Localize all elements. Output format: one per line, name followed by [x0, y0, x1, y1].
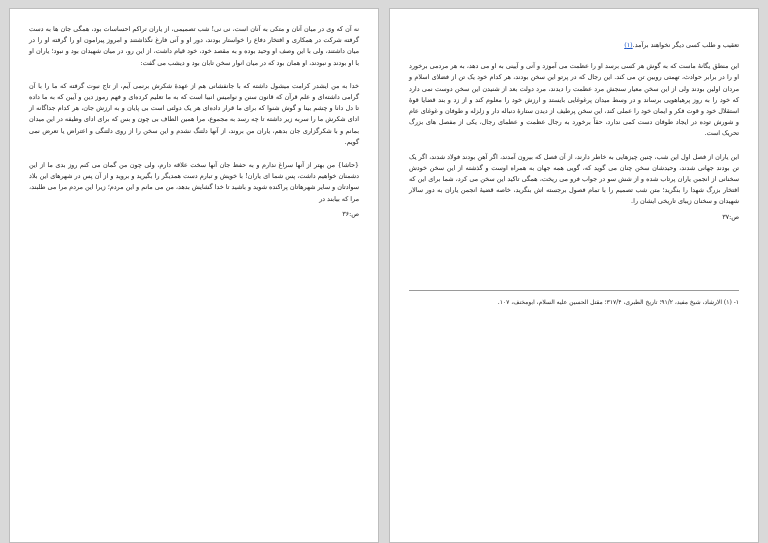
right-page: [389, 8, 759, 543]
paragraph: نه آن که وی در میان آنان و متکی به آنان است، نی نی! شب تصمیمی، از یاران تراکم احساسات بود، همگی جان ها به دست گرفته شرکت در همکاری و افتخار دفاع را خواستار بودند، دور او و آنی فارغ نگذاشتند و امروز پیرامون او را گرفته او را در میان داشتند، ولی با این وصف او وحید بوده و به مقصد خود، خود قیام داشت، از این رو، در میان شهیدان بود و نبود؛ یاران او با او بودند و نبودند، او همان بود که در میان انوار سخن تابان بود و دیشب می گفت:: [29, 25, 359, 67]
left-page-text: [29, 24, 359, 220]
footnote-link[interactable]: (۱): [624, 41, 633, 49]
heading-line: [409, 40, 739, 51]
paragraph: {حاشا} من بهتر از آنها سراغ ندارم و به حفظ جان آنها سخت علاقه دارم، ولی چون من گمان می کنم روز بدی ما از این دشمنان خواهیم داشت، پس شما ای یاران! با خویش و تبارم دست همدیگر را بگیرید و بروید و از آن پس در شهرهای این بلاد سوادتان و سایر شهرهاتان پراکنده شوید و باشید تا خدا گشایش بدهد، من می مانم و این مردم؛ زیرا این مردم مرا می طلبند، مرا که بیابند در: [29, 161, 359, 203]
paragraph: خدا به من ایشدر کرامت میشول داشته که با جانفشانی هم از عهدهٔ شکرش برنمی آیم، از تاج نبوت گرفته که ما را با آن گرامی داشته‌ای و علم قرآن که قانون سنن و نوامیس انبیا است که به ما تعلیم کرده‌ای و فهم رموز دین و آیین که به ما داده تا دل دانا و چشم بینا و گوش شنوا که برای ما قرار داده‌ای هر یک دولتی است بی پایان و به ارزش جان، هر کدام جداگانه از ادای شکرش ما را سربه زیر داشته تا چه رسد به مجموع، مرا همین الطاف بی چون و بس که برای ادای وظیفه در این میدان بمانم و با شکرگزاری جان بدهم، یاران من بروند، از آنها دلتنگ نشدم و این سخن را از روی دلتنگی و اعتراض یا تعرض نمی گویم.: [29, 81, 359, 146]
footnote-divider: [409, 290, 739, 291]
paragraph: این یاران از فصل اول این شب، چنین چیزهایی به خاطر دارند، از آن فصل که بیرون آمدند، اگر آهن بودند فولاد شدند، اگر یک تن بودند جهانی شدند، وحیدشان سخن چنان می گوید که، گویی همه جهان به همراه اوست و گذشته از این سخن خودش سخنانی از انجمن یاران پرتاب شده و از شش سو در جواب فرو می ریخت، همگی تاکید این سخن می کرد، شما برای این که افتخار بزرگ شهدا را بنگرید؛ متن شب تصمیم را با تمام فصول برجسته اش بنگرید، خاصه قضیهٔ انجمن یاران به دور سالار شهیدان و سخنان زیبای تاریخی ایشان را.: [409, 152, 739, 206]
left-page: [9, 8, 379, 543]
right-page-text: [409, 40, 739, 223]
page-number: ص:۳۷: [722, 212, 739, 221]
footnote: ۱- (۱) الارشاد، شیخ مفید، ۹۱/۲؛ تاریخ الطبری، ۳۱۷/۴؛ مقتل الحسین علیه السلام، ابومخنف، ۱۰۷.: [497, 299, 739, 306]
paragraph: این منطق یگانهٔ ماست که به گوش هر کسی برسد او را عظمت می آموزد و آنی و آیینی به او می دهد، به هر مردمی برخورد او را در برابر حوادث، تهمتی روبین تن می کند. این رجال که در پرتو این سخن بودند، هر کدام خود یک تن از فضلای اسلام و مردان اولین بودند ولی از این سخن معیار سنجش مرد عظمت را دیدند، مرد دولت بعد از شنیدن این سخن دوست نمی دارد که خود را به روز پرهیاهویی برساند و در وسط میدان پرغوغایی بایستد و ارزش خود را معلوم کند و از زد و بند قضایا قوهٔ استقلال خود و قوت فکر و ایمان خود را عملی کند، این سخن پرطیف از دیدن ستارهٔ دنباله دار و زلزله و طوفان و غوغای عام و شورش توده در ایجاد طوفان دست کمی ندارد، حقاً برخورد به رجال عظمت و عظمای رجال، یکی از مفصل های بزرگ تحریک است.: [409, 62, 739, 138]
page-number: ص:۳۶: [342, 209, 359, 218]
heading-text: تعقیب و طلب کسی دیگر نخواهند برآمد.: [632, 41, 739, 49]
